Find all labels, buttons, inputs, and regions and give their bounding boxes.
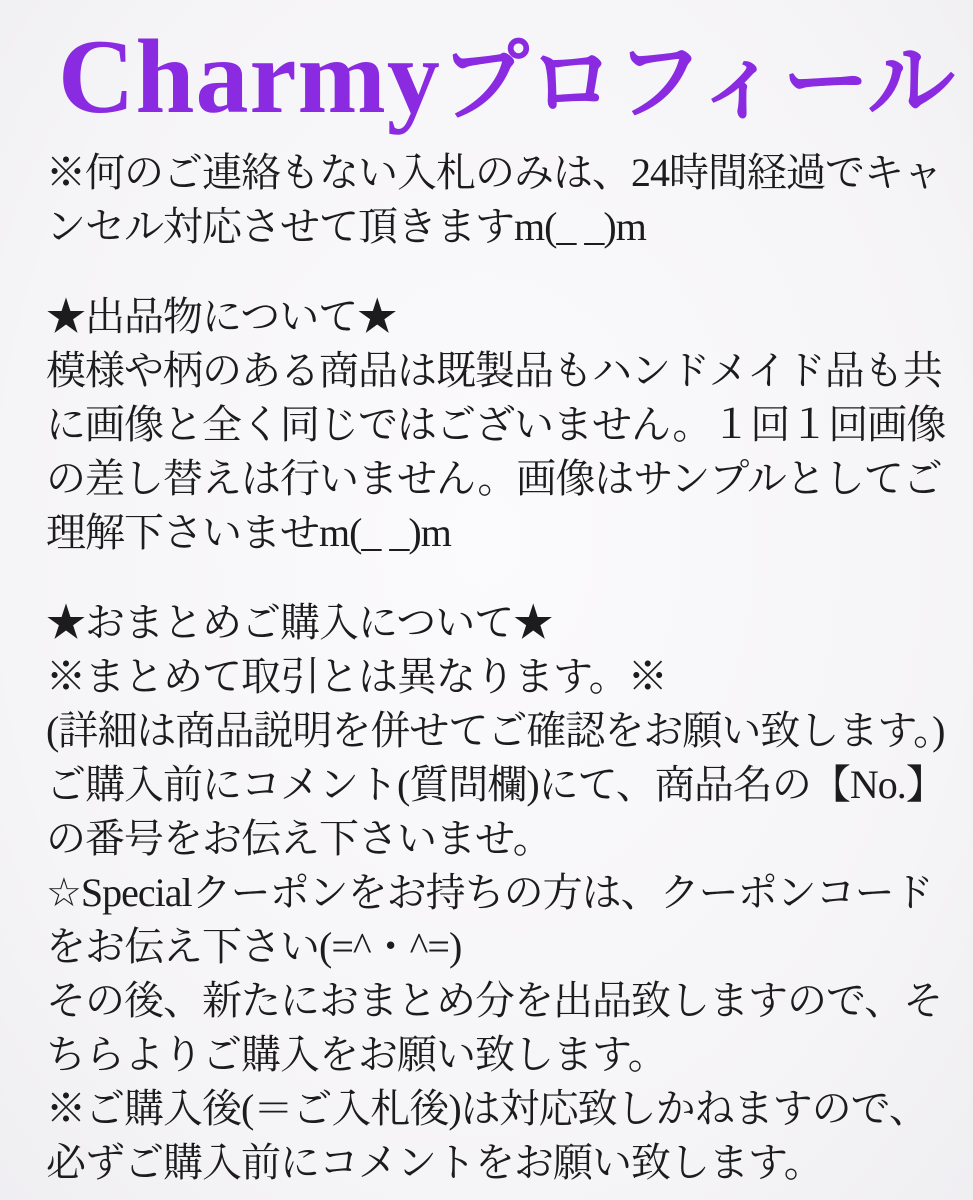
listed-items-heading: ★出品物について★ <box>46 294 397 339</box>
cancellation-notice-paragraph <box>46 146 943 254</box>
bundle-purchase-line: その後、新たにおまとめ分を出品致しますので、そ <box>46 978 943 1023</box>
bundle-purchase-line: をお伝え下さい(=^・^=) <box>46 924 462 969</box>
listed-items-line: 模様や柄のある商品は既製品もハンドメイド品も共 <box>46 348 942 393</box>
bundle-purchase-line: ※まとめて取引とは異なります。※ <box>46 654 667 699</box>
bundle-purchase-line: ご購入前にコメント(質問欄)にて、商品名の【No.】 <box>46 762 945 807</box>
bundle-purchase-line: (詳細は商品説明を併せてご確認をお願い致します。) <box>46 708 945 753</box>
bundle-purchase-line: ちらよりご購入をお願い致します。 <box>46 1032 667 1077</box>
bundle-purchase-line: 必ずご購入前にコメントをお願い致します。 <box>46 1140 823 1185</box>
bundle-purchase-line: の番号をお伝え下さいませ。 <box>46 816 552 861</box>
notice-line: ※何のご連絡もない入札のみは、24時間経過でキャ <box>46 150 942 195</box>
bundle-purchase-section <box>46 596 943 1190</box>
bundle-purchase-line: ☆Specialクーポンをお持ちの方は、クーポンコード <box>46 870 933 915</box>
page-title <box>58 16 955 138</box>
page-title-latin: Charmy <box>58 18 441 135</box>
listed-items-line: 理解下さいませm(_ _)m <box>46 510 451 555</box>
notice-line: ンセル対応させて頂きますm(_ _)m <box>46 204 646 249</box>
page-title-japanese: プロフィール <box>440 32 955 131</box>
listed-items-line: に画像と全く同じではございません。１回１回画像 <box>46 402 946 447</box>
listed-items-line: の差し替えは行いません。画像はサンプルとしてご <box>46 456 942 501</box>
bundle-purchase-line: ※ご購入後(＝ご入札後)は対応致しかねますので、 <box>46 1086 928 1131</box>
listed-items-section <box>46 290 946 560</box>
bundle-purchase-heading: ★おまとめご購入について★ <box>46 600 553 645</box>
